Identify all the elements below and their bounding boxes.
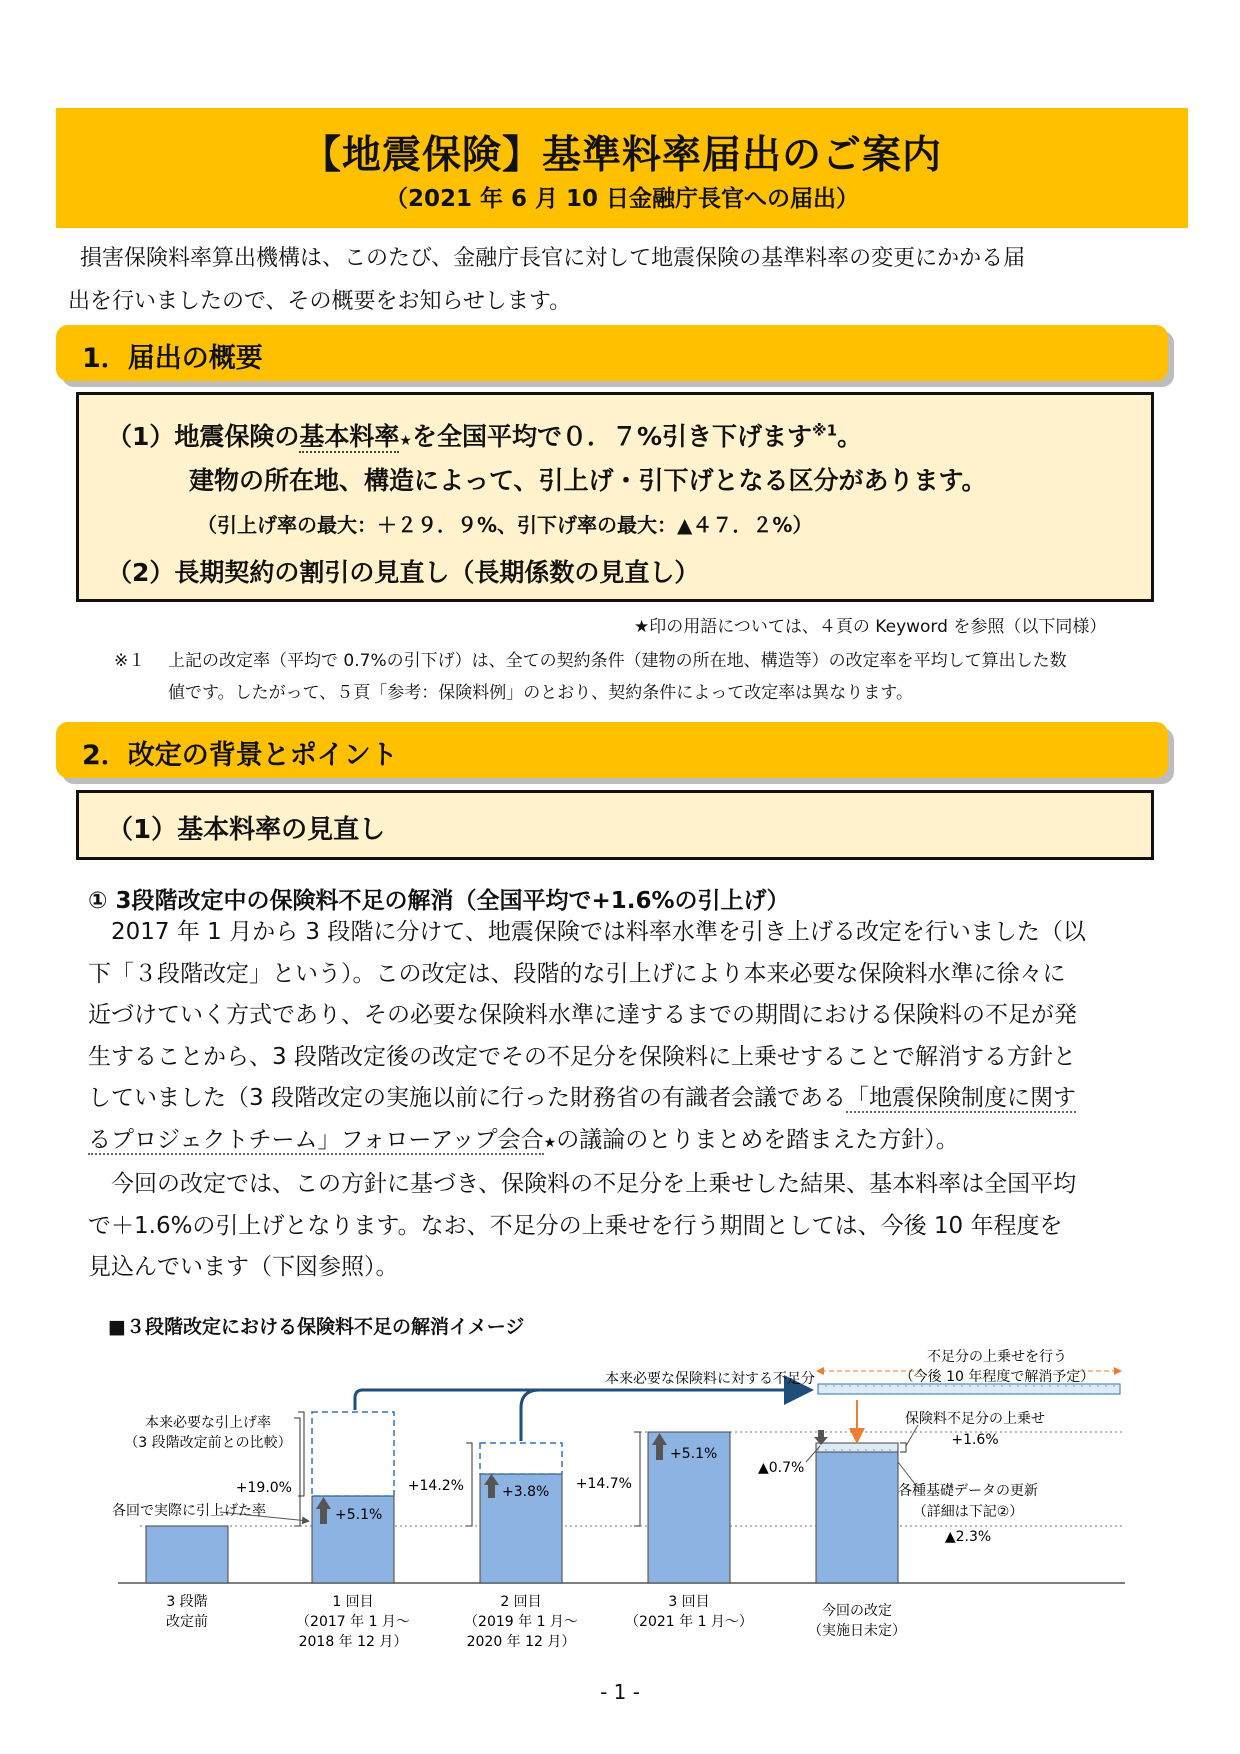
page-number: - 1 - xyxy=(600,1680,640,1704)
x-label: 2 回目 xyxy=(500,1594,542,1610)
page-title: 【地震保険】基準料率届出のご案内 xyxy=(301,133,942,178)
pct-label: ▲0.7% xyxy=(758,1460,805,1476)
body-line: 今回の改定では、この方針に基づき、保険料の不足分を上乗せした結果、基本料率は全国平均 xyxy=(111,1171,1077,1197)
surcharge-label: 不足分の上乗せを行う xyxy=(927,1349,1067,1365)
x-label: 1 回目 xyxy=(332,1594,374,1610)
pct-label: +5.1% xyxy=(335,1507,383,1523)
pct-label: +3.8% xyxy=(502,1484,550,1500)
surcharge-period-bar xyxy=(818,1384,1120,1394)
pct-label: +19.0% xyxy=(235,1480,292,1496)
body-line: 近づけていく方式であり、その必要な保険料水準に達するまでの期間における保険料の不足が発 xyxy=(88,1002,1077,1028)
footnote-ref: ※1 xyxy=(812,421,838,440)
pct-label: +14.2% xyxy=(407,1478,464,1494)
bar-current xyxy=(816,1452,898,1583)
footnote-text: 上記の改定率（平均で 0.7%の引下げ）は、全ての契約条件（建物の所在地、構造等）の改定率を平均して算出した数 xyxy=(168,651,1067,671)
body-line: 見込んでいます（下図参照）。 xyxy=(88,1254,399,1280)
x-label: （2019 年 1 月～ xyxy=(464,1614,578,1630)
summary-item-1-detail: 建物の所在地、構造によって、引上げ・引下げとなる区分があります。 xyxy=(189,466,987,495)
bar-round1-required xyxy=(312,1412,394,1496)
surcharge-label: （今後 10 年程度で解消予定） xyxy=(899,1369,1095,1385)
bar-before xyxy=(146,1526,228,1583)
x-label: 3 回目 xyxy=(668,1594,710,1610)
keyword-star-icon: ★ xyxy=(543,1134,557,1151)
diagram-title: ■３段階改定における保険料不足の解消イメージ xyxy=(108,1316,525,1338)
update-label: 各種基礎データの更新 xyxy=(898,1483,1038,1499)
page-subtitle: （2021 年 6 月 10 日金融庁長官への届出） xyxy=(384,186,860,212)
point-heading: ① 3段階改定中の保険料不足の解消（全国平均で+1.6%の引上げ） xyxy=(88,888,790,914)
x-label: 2018 年 12 月） xyxy=(298,1634,408,1650)
pct-label: +1.6% xyxy=(951,1432,999,1448)
summary-text: （1）地震保険の xyxy=(107,422,300,451)
update-label: （詳細は下記②） xyxy=(912,1504,1024,1520)
body-line: 生することから、3 段階改定後の改定でその不足分を保険料に上乗せすることで解消する方針と xyxy=(88,1043,1076,1070)
x-label: 今回の改定 xyxy=(822,1603,892,1619)
keyword-term: るプロジェクトチーム」フォローアップ会合 xyxy=(88,1126,544,1153)
leader-line xyxy=(906,1425,918,1446)
bracket xyxy=(294,1418,300,1526)
body-text-span: していました（3 段階改定の実施以前に行った財務省の有識者会議である xyxy=(88,1085,846,1111)
body-line: 下「３段階改定」という）。この改定は、段階的な引上げにより本来必要な保険料水準に徐々に xyxy=(88,960,1066,987)
bracket xyxy=(900,1443,906,1452)
required-label: （3 段階改定前との比較） xyxy=(124,1435,292,1451)
intro-line: 損害保険料率算出機構は、このたび、金融庁長官に対して地震保険の基準料率の変更にかかる届 xyxy=(80,246,1026,271)
required-label: 本来必要な引上げ率 xyxy=(145,1415,271,1431)
x-label: 3 段階 xyxy=(166,1594,208,1610)
keyword-star-icon: ★ xyxy=(399,433,412,449)
shortfall-arrow xyxy=(521,1390,540,1441)
x-label: （実施日未定） xyxy=(808,1623,906,1639)
keyword-term: 「地震保険制度に関す xyxy=(845,1085,1076,1111)
keyword-term: 基本料率 xyxy=(299,422,400,451)
footnote-text: 値です。したがって、５頁「参考：保険料例」のとおり、契約条件によって改定率は異なります。 xyxy=(168,683,913,703)
intro-line: 出を行いましたので、その概要をお知らせします。 xyxy=(68,289,572,314)
x-label: 改定前 xyxy=(166,1614,208,1630)
summary-item-1-range: （引上げ率の最大：＋２９．９%、引下げ率の最大：▲４７．２%） xyxy=(197,513,813,537)
bracket xyxy=(298,1412,304,1496)
body-line: で＋1.6%の引上げとなります。なお、不足分の上乗せを行う期間としては、今後 10 年程度を xyxy=(88,1212,1063,1239)
section-heading-text: 2．改定の背景とポイント xyxy=(82,740,398,771)
bracket xyxy=(634,1432,640,1526)
bar-round2-required xyxy=(480,1443,562,1474)
summary-text: を全国平均で０．７%引き下げます xyxy=(411,422,813,451)
pct-label: +14.7% xyxy=(575,1476,632,1492)
pct-label: +5.1% xyxy=(670,1446,718,1462)
x-label: （2021 年 1 月～） xyxy=(625,1614,753,1630)
actual-label: 各回で実際に引上げた率 xyxy=(112,1503,266,1519)
pct-label: ▲2.3% xyxy=(944,1529,992,1545)
body-line: 2017 年 1 月から 3 段階に分けて、地震保険では料率水準を引き上げる改定を行いました（以 xyxy=(111,919,1086,945)
x-label: （2017 年 1 月～ xyxy=(296,1614,410,1630)
top-arrow-label: 本来必要な保険料に対する不足分 xyxy=(605,1371,815,1387)
bracket xyxy=(466,1443,472,1526)
subsection-heading: （1）基本料率の見直し xyxy=(107,815,386,845)
keyword-note: ★印の用語については、４頁の Keyword を参照（以下同様） xyxy=(634,617,1107,637)
footnote-mark: ※１ xyxy=(114,651,146,671)
shortfall-arrow xyxy=(355,1390,808,1410)
x-label: 2020 年 12 月） xyxy=(466,1634,576,1650)
summary-text: 。 xyxy=(837,422,863,451)
section-heading-text: 1．届出の概要 xyxy=(82,343,263,374)
bar-current-surcharge xyxy=(816,1443,898,1452)
body-text-span: の議論のとりまとめを踏まえた方針）。 xyxy=(556,1126,959,1153)
summary-item-2: （2）長期契約の割引の見直し（長期係数の見直し） xyxy=(107,558,700,587)
shortfall-label: 保険料不足分の上乗せ xyxy=(905,1411,1045,1427)
